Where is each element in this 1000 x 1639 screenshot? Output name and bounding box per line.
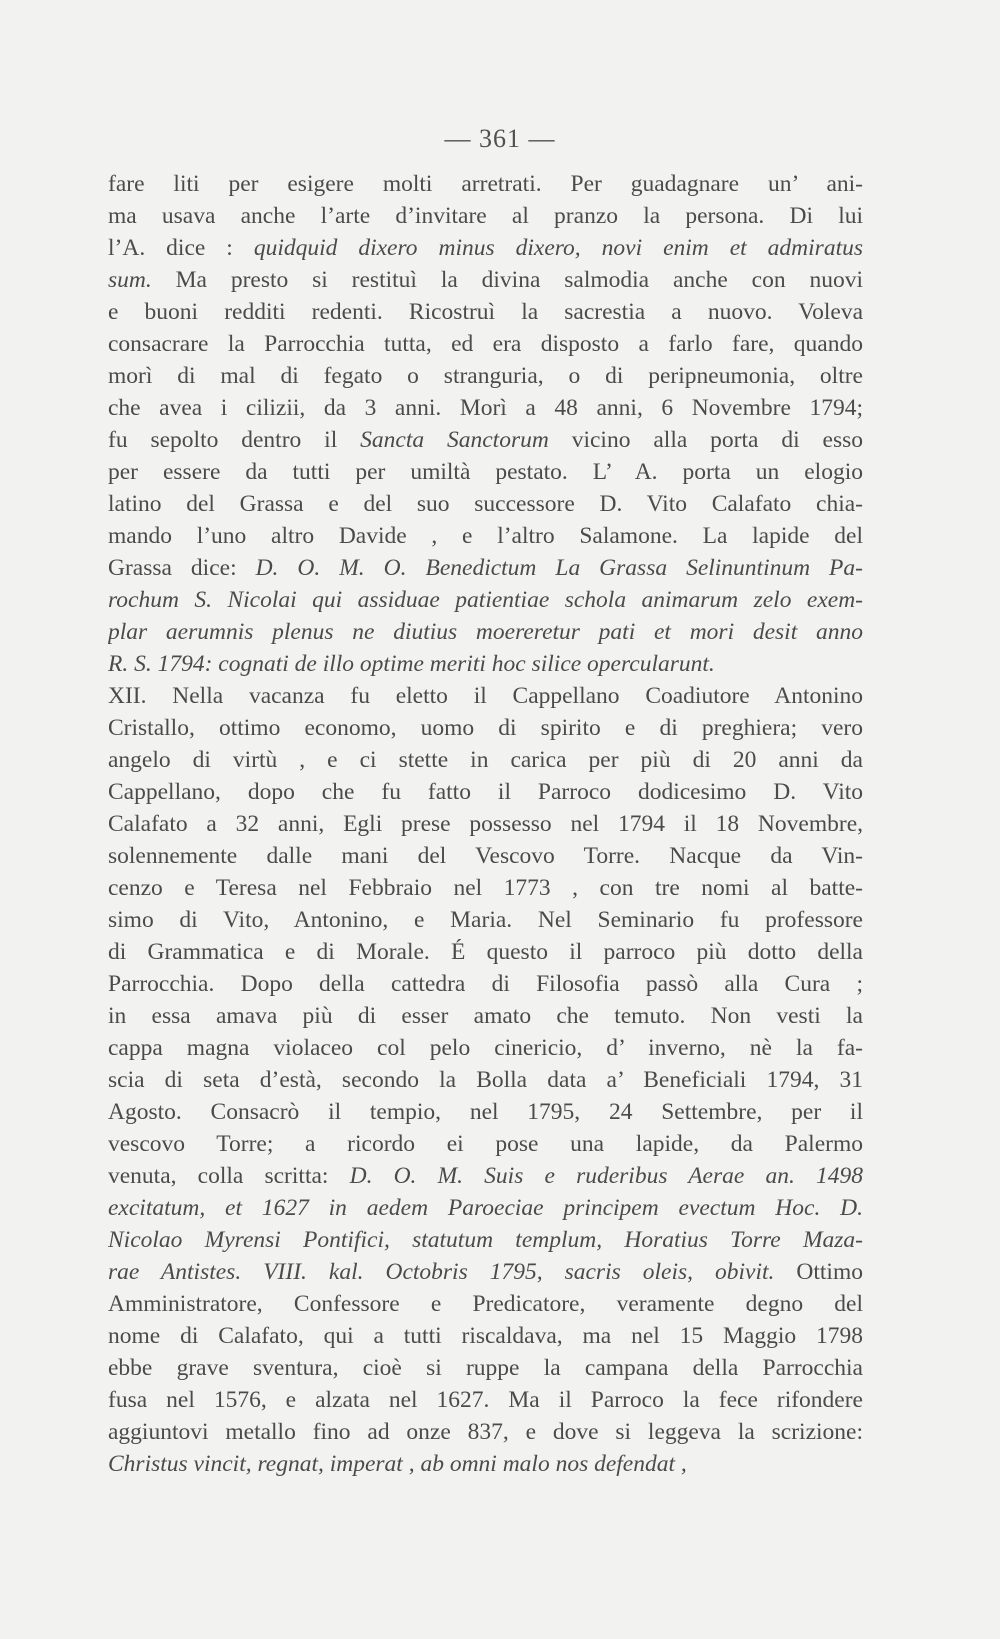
text-line bbox=[108, 520, 863, 552]
text-line bbox=[108, 1096, 863, 1128]
italic-text: Nicolao Myrensi Pontifici, statutum templum, Horatius Torre Maza- bbox=[108, 1227, 863, 1253]
text-run: Grassa dice: bbox=[108, 555, 256, 581]
text-line bbox=[108, 200, 863, 232]
text-run: e buoni redditi redenti. Ricostruì la sacrestia a nuovo. Voleva bbox=[108, 299, 863, 325]
text-run: di Grammatica e di Morale. É questo il parroco più dotto della bbox=[108, 939, 863, 965]
text-line bbox=[108, 1352, 863, 1384]
text-run: ma usava anche l’arte d’invitare al pranzo la persona. Di lui bbox=[108, 203, 863, 229]
text-run: nome di Calafato, qui a tutti riscaldava, ma nel 15 Maggio 1798 bbox=[108, 1323, 863, 1349]
italic-text: plar aerumnis plenus ne diutius moereretur pati et mori desit anno bbox=[108, 619, 863, 645]
text-line bbox=[108, 712, 863, 744]
text-line bbox=[108, 904, 863, 936]
text-line bbox=[108, 1192, 863, 1224]
text-run: aggiuntovi metallo fino ad onze 837, e dove si leggeva la scrizione: bbox=[108, 1419, 863, 1445]
text-run: venuta, colla scritta: bbox=[108, 1163, 350, 1189]
text-run: per essere da tutti per umiltà pestato. L’ A. porta un elogio bbox=[108, 459, 863, 485]
text-line bbox=[108, 584, 863, 616]
text-line bbox=[108, 1384, 863, 1416]
italic-text: Sancta Sanctorum bbox=[360, 427, 549, 453]
text-run: l’A. dice : bbox=[108, 235, 254, 261]
text-line bbox=[108, 680, 863, 712]
text-run: consacrare la Parrocchia tutta, ed era disposto a farlo fare, quando bbox=[108, 331, 863, 357]
text-line bbox=[108, 1416, 863, 1448]
text-line bbox=[108, 1128, 863, 1160]
italic-text: R. S. 1794: cognati de illo optime meriti hoc silice opercularunt. bbox=[108, 651, 715, 677]
text-run: mando l’uno altro Davide , e l’altro Salamone. La lapide del bbox=[108, 523, 863, 549]
text-line bbox=[108, 1320, 863, 1352]
text-run: Cristallo, ottimo economo, uomo di spirito e di preghiera; vero bbox=[108, 715, 863, 741]
text-line bbox=[108, 1288, 863, 1320]
text-run: angelo di virtù , e ci stette in carica per più di 20 anni da bbox=[108, 747, 863, 773]
text-line bbox=[108, 552, 863, 584]
text-run: simo di Vito, Antonino, e Maria. Nel Seminario fu professore bbox=[108, 907, 863, 933]
text-line bbox=[108, 1448, 863, 1480]
italic-text: D. O. M. O. Benedictum La Grassa Selinuntinum Pa- bbox=[255, 555, 863, 581]
text-line bbox=[108, 648, 863, 680]
text-line bbox=[108, 360, 863, 392]
text-run: XII. Nella vacanza fu eletto il Cappellano Coadiutore Antonino bbox=[108, 683, 863, 709]
text-run: Calafato a 32 anni, Egli prese possesso nel 1794 il 18 Novembre, bbox=[108, 811, 863, 837]
text-line bbox=[108, 1160, 863, 1192]
text-run: Parrocchia. Dopo della cattedra di Filosofia passò alla Cura ; bbox=[108, 971, 863, 997]
italic-text: rochum S. Nicolai qui assiduae patientiae schola animarum zelo exem- bbox=[108, 587, 863, 613]
text-run: vicino alla porta di esso bbox=[548, 427, 863, 453]
text-run: che avea i cilizii, da 3 anni. Morì a 48 anni, 6 Novembre 1794; bbox=[108, 395, 863, 421]
italic-text: sum. bbox=[108, 267, 152, 293]
text-run: ebbe grave sventura, cioè si ruppe la campana della Parrocchia bbox=[108, 1355, 863, 1381]
text-line bbox=[108, 936, 863, 968]
text-run: Amministratore, Confessore e Predicatore, veramente degno del bbox=[108, 1291, 863, 1317]
text-line bbox=[108, 1032, 863, 1064]
text-line bbox=[108, 488, 863, 520]
text-run: Cappellano, dopo che fu fatto il Parroco dodicesimo D. Vito bbox=[108, 779, 863, 805]
text-run: latino del Grassa e del suo successore D. Vito Calafato chia- bbox=[108, 491, 863, 517]
italic-text: D. O. M. Suis e ruderibus Aerae an. 1498 bbox=[349, 1163, 863, 1189]
text-line bbox=[108, 456, 863, 488]
text-run: morì di mal di fegato o stranguria, o di peripneumonia, oltre bbox=[108, 363, 863, 389]
text-line bbox=[108, 840, 863, 872]
text-run: Ottimo bbox=[774, 1259, 863, 1285]
italic-text: Christus vincit, regnat, imperat , ab omni malo nos defendat , bbox=[108, 1451, 687, 1477]
text-line bbox=[108, 1064, 863, 1096]
text-run: fu sepolto dentro il bbox=[108, 427, 361, 453]
italic-text: quidquid dixero minus dixero, novi enim et admiratus bbox=[253, 235, 863, 261]
text-run: fare liti per esigere molti arretrati. Per guadagnare un’ ani- bbox=[108, 171, 863, 197]
text-line bbox=[108, 872, 863, 904]
text-run: scia di seta d’està, secondo la Bolla data a’ Beneficiali 1794, 31 bbox=[108, 1067, 863, 1093]
text-run: Agosto. Consacrò il tempio, nel 1795, 24 Settembre, per il bbox=[108, 1099, 863, 1125]
text-line bbox=[108, 1000, 863, 1032]
text-line bbox=[108, 776, 863, 808]
text-line bbox=[108, 392, 863, 424]
text-line bbox=[108, 808, 863, 840]
text-run: fusa nel 1576, e alzata nel 1627. Ma il Parroco la fece rifondere bbox=[108, 1387, 863, 1413]
text-line bbox=[108, 744, 863, 776]
text-line bbox=[108, 296, 863, 328]
text-run: cenzo e Teresa nel Febbraio nel 1773 , con tre nomi al batte- bbox=[108, 875, 863, 901]
text-line bbox=[108, 1224, 863, 1256]
body-text bbox=[108, 168, 863, 1480]
text-line bbox=[108, 616, 863, 648]
text-run: cappa magna violaceo col pelo cinericio, d’ inverno, nè la fa- bbox=[108, 1035, 863, 1061]
text-line bbox=[108, 264, 863, 296]
text-line bbox=[108, 328, 863, 360]
italic-text: excitatum, et 1627 in aedem Paroeciae principem evectum Hoc. D. bbox=[108, 1195, 863, 1221]
text-line bbox=[108, 168, 863, 200]
text-run: in essa amava più di esser amato che temuto. Non vesti la bbox=[108, 1003, 863, 1029]
text-run: vescovo Torre; a ricordo ei pose una lapide, da Palermo bbox=[108, 1131, 863, 1157]
text-run: solennemente dalle mani del Vescovo Torre. Nacque da Vin- bbox=[108, 843, 863, 869]
text-run: Ma presto si restituì la divina salmodia anche con nuovi bbox=[151, 267, 863, 293]
text-line bbox=[108, 424, 863, 456]
text-line bbox=[108, 968, 863, 1000]
text-line bbox=[108, 1256, 863, 1288]
page-number: — 361 — bbox=[444, 124, 556, 153]
text-line bbox=[108, 232, 863, 264]
italic-text: rae Antistes. VIII. kal. Octobris 1795, sacris oleis, obivit. bbox=[108, 1259, 775, 1285]
